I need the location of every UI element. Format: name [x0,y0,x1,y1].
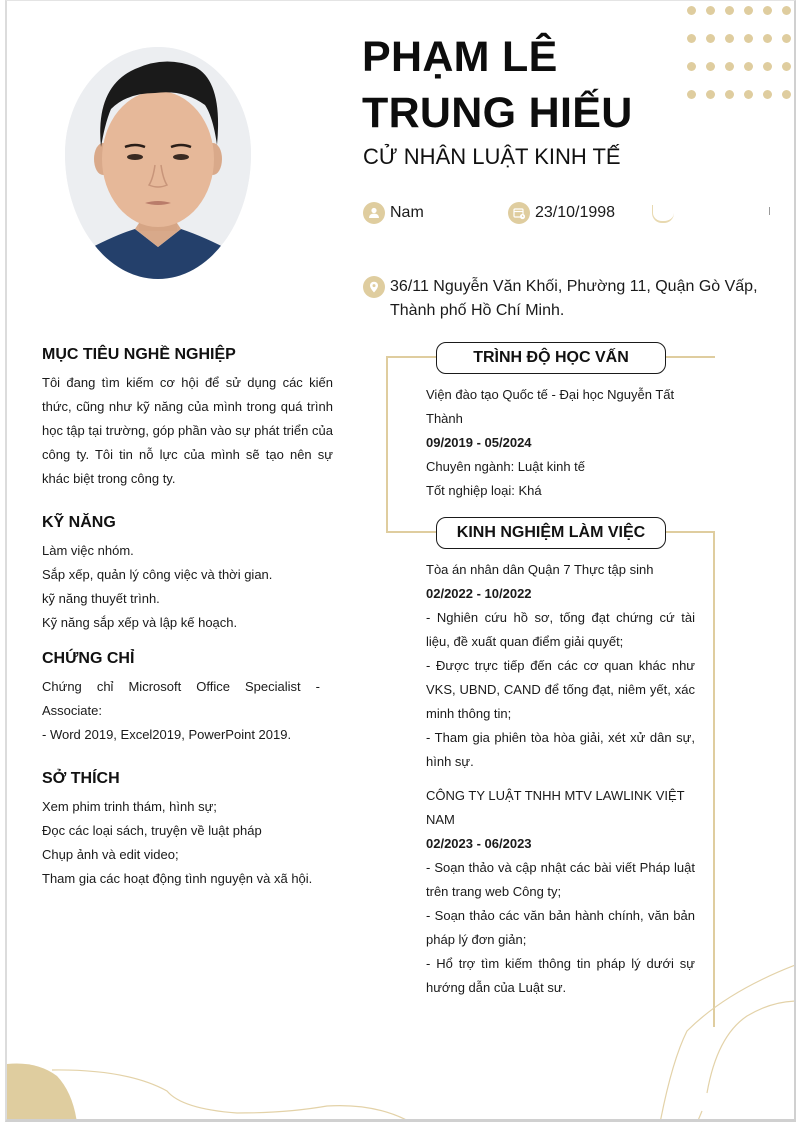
contact-address [363,275,773,323]
objective-text: Tôi đang tìm kiếm cơ hội để sử dụng các kiến thức, cũng như kỹ năng của mình trong quá trình học tập tại trường, góp phần vào sự phát triển của công ty. Tôi tin nỗ lực của mình sẽ tạo nên sự khác biệt trong công ty. [42,375,333,486]
certificates-heading: CHỨNG CHỈ [42,650,135,667]
portrait-illustration [65,47,251,279]
experience-heading-pill [436,517,666,549]
job-duty: - Hổ trợ tìm kiếm thông tin pháp lý dưới sự hướng dẫn của Luật sư. [426,956,695,995]
name-line-2: TRUNG HIẾU [362,89,633,137]
cv-page [5,0,796,1122]
timeline-connector [386,531,436,533]
job-period: 02/2022 - 10/2022 [426,586,532,601]
job-duty: - Nghiên cứu hồ sơ, tống đạt chứng cứ tài liệu, đề xuất quan điểm giải quyết; [426,610,695,649]
skill-item: kỹ năng thuyết trình. [42,591,160,606]
section-career-objective [42,345,333,491]
education-major: Chuyên ngành: Luật kinh tế [426,459,586,474]
candidate-name [362,29,633,141]
hobbies-heading: SỞ THÍCH [42,770,120,787]
job-company: Tòa án nhân dân Quận 7 Thực tập sinh [426,562,654,577]
contact-birthday [508,201,615,225]
education-period: 09/2019 - 05/2024 [426,435,532,450]
hobby-item: Đọc các loại sách, truyện về luật pháp [42,823,262,838]
address-line-2: Thành phố Hồ Chí Minh. [390,302,565,319]
experience-entry [426,784,695,1000]
job-title: CỬ NHÂN LUẬT KINH TẾ [363,144,621,169]
skill-item: Sắp xếp, quản lý công việc và thời gian. [42,567,273,582]
timeline-connector [713,531,715,1027]
education-heading: TRÌNH ĐỘ HỌC VẤN [473,349,629,366]
contact-gender [363,201,424,225]
skill-item: Kỹ năng sắp xếp và lập kế hoạch. [42,615,238,630]
skills-heading: KỸ NĂNG [42,514,116,531]
section-certificates [42,649,320,747]
phone-icon [652,205,674,223]
hobby-item: Xem phim trinh thám, hình sự; [42,799,217,814]
job-period: 02/2023 - 06/2023 [426,836,532,851]
hobby-item: Chụp ảnh và edit video; [42,847,179,862]
objective-heading: MỤC TIÊU NGHỀ NGHIỆP [42,346,236,363]
job-duty: - Soạn thảo các văn bản hành chính, văn bản pháp lý đơn giản; [426,908,695,947]
section-hobbies [42,769,333,891]
hobby-item: Tham gia các hoạt động tình nguyện và xã hội. [42,871,313,886]
certificate-detail: - Word 2019, Excel2019, PowerPoint 2019. [42,727,292,742]
job-company: CÔNG TY LUẬT TNHH MTV LAWLINK VIỆT NAM [426,788,685,827]
location-pin-icon [363,276,385,298]
timeline-connector [386,356,436,358]
experience-heading: KINH NGHIỆM LÀM VIỆC [456,524,646,541]
address-text [390,275,758,323]
experience-entry [426,558,695,774]
decorative-dot-grid [685,4,795,104]
job-duty: - Được trực tiếp đến các cơ quan khác như VKS, UBND, CAND để tống đạt, niêm yết, xác minh thông tin; [426,658,695,721]
birthday-value: 23/10/1998 [535,204,616,221]
education-grade: Tốt nghiệp loại: Khá [426,483,542,498]
timeline-connector [386,356,388,533]
section-skills [42,513,333,635]
address-line-1: 36/11 Nguyễn Văn Khối, Phường 11, Quận Gò Vấp, [390,278,758,295]
gender-value: Nam [390,204,424,221]
user-icon [363,202,385,224]
job-duty: - Soạn thảo và cập nhật các bài viết Pháp luật trên trang web Công ty; [426,860,695,899]
education-heading-pill [436,342,666,374]
certificate-item: Chứng chỉ Microsoft Office Specialist - Associate: [42,679,320,718]
contact-phone-redacted [652,205,770,223]
education-school: Viện đào tạo Quốc tế - Đại học Nguyễn Tất Thành [426,387,675,426]
skill-item: Làm việc nhóm. [42,543,134,558]
name-line-1: PHẠM LÊ [362,33,558,81]
timeline-connector [665,531,715,533]
redaction-edge [769,207,770,215]
job-duty: - Tham gia phiên tòa hòa giải, xét xử dân sự, hình sự. [426,730,695,769]
calendar-icon [508,202,530,224]
profile-photo [65,47,251,279]
timeline-connector [665,356,715,358]
education-entry [426,383,695,503]
